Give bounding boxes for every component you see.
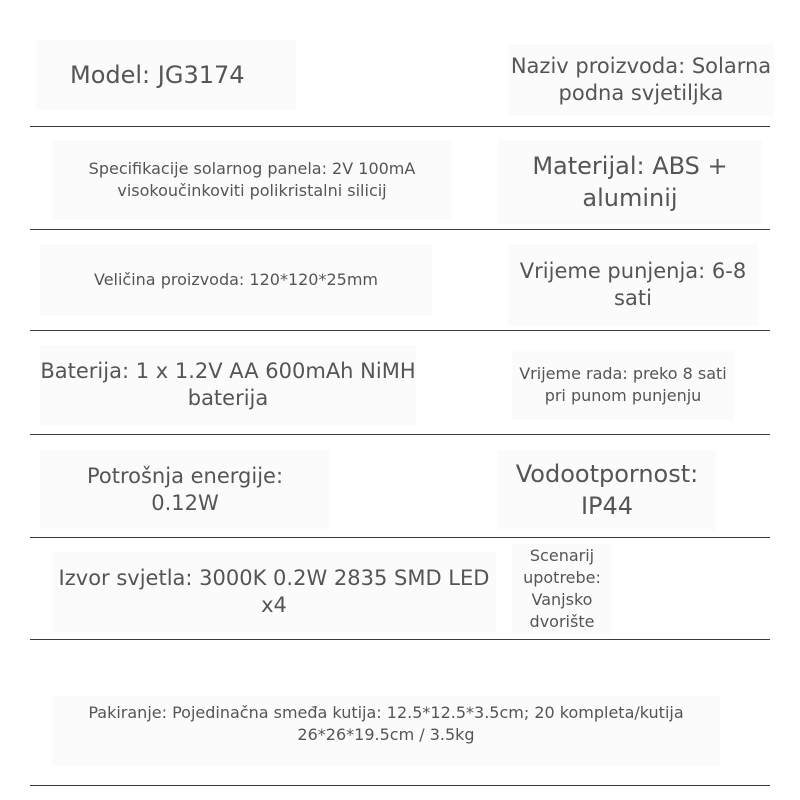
- material-cell: [498, 140, 762, 224]
- model-text: Model: JG3174: [70, 61, 245, 89]
- light-source-cell: [52, 552, 496, 632]
- solar-panel-spec-cell: [52, 140, 452, 220]
- charging-time-text: Vrijeme punjenja: 6-8 sati: [519, 259, 747, 310]
- power-consumption-text: Potrošnja energije: 0.12W: [86, 464, 284, 515]
- product-size-cell: [40, 244, 432, 316]
- packaging-text: Pakiranje: Pojedinačna smeđa kutija: 12.5*12.5*3.5cm; 20 kompleta/kutija 26*26*19.5cm / 3.5kg: [88, 703, 684, 744]
- product-name-cell: [508, 44, 774, 116]
- light-source-text: Izvor svjetla: 3000K 0.2W 2835 SMD LED x4: [58, 566, 490, 617]
- runtime-cell: [512, 350, 734, 420]
- usage-scenario-text: Scenarij upotrebe: Vanjsko dvorište: [523, 546, 601, 631]
- product-name-text: Naziv proizvoda: Solarna podna svjetiljka: [510, 54, 772, 105]
- solar-panel-spec-text: Specifikacije solarnog panela: 2V 100mA visokoučinkoviti polikristalni silicij: [88, 159, 416, 200]
- packaging-cell: [52, 696, 720, 766]
- power-consumption-cell: [40, 450, 330, 530]
- charging-time-cell: [508, 244, 758, 326]
- usage-scenario-cell: [512, 544, 612, 634]
- material-text: Materijal: ABS + aluminij: [532, 152, 728, 212]
- row-divider: [30, 330, 770, 331]
- battery-text: Baterija: 1 x 1.2V AA 600mAh NiMH baterija: [40, 359, 416, 410]
- row-divider: [30, 229, 770, 230]
- waterproof-text: Vodootpornost: IP44: [515, 460, 699, 520]
- row-divider: [30, 434, 770, 435]
- product-size-text: Veličina proizvoda: 120*120*25mm: [93, 270, 379, 289]
- row-divider: [30, 785, 770, 786]
- waterproof-cell: [498, 450, 716, 530]
- runtime-text: Vrijeme rada: preko 8 sati pri punom punjenju: [519, 364, 727, 405]
- row-divider: [30, 537, 770, 538]
- row-divider: [30, 126, 770, 127]
- battery-cell: [40, 345, 416, 425]
- model-cell: [36, 40, 296, 110]
- row-divider: [30, 639, 770, 640]
